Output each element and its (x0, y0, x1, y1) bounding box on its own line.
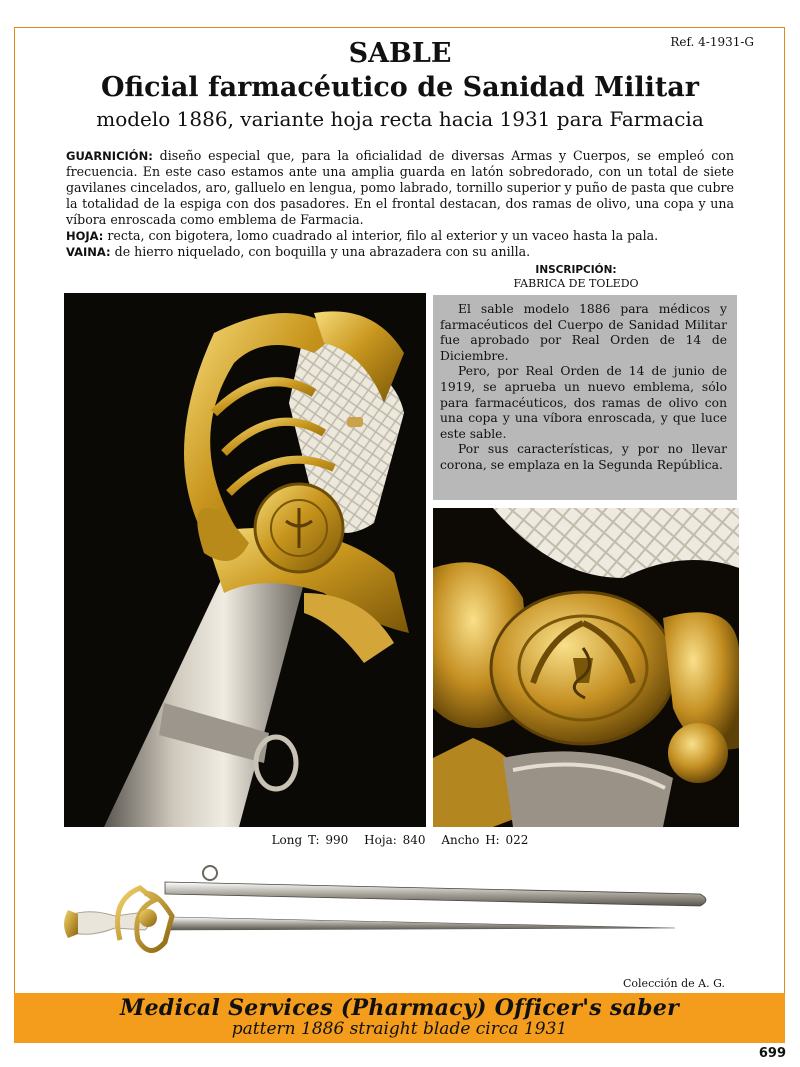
inscription-text: FABRICA DE TOLEDO (513, 277, 639, 290)
description-block (66, 148, 734, 260)
emblem-photo (433, 508, 739, 827)
dimensions-line (0, 833, 800, 847)
dimension-blade: Hoja: 840 (364, 833, 426, 847)
history-panel (433, 295, 737, 500)
vaina-label: VAINA: (66, 245, 111, 259)
inscription-title: INSCRIPCIÓN: (535, 264, 617, 276)
guarnicion-label: GUARNICIÓN: (66, 149, 153, 163)
history-paragraph-3: Por sus características, y por no llevar corona, se emplaza en la Segunda República. (440, 442, 727, 472)
hoja-paragraph (66, 228, 734, 244)
guarnicion-paragraph (66, 148, 734, 228)
guarnicion-text: diseño especial que, para la oficialidad de diversas Armas y Cuerpos, se empleó con frecuencia. En este caso estamos ante una amplia guarda en latón sobredorado, con un total de siete gavilanes cincelados, aro, galluelo en lengua, pomo labrado, tornillo superior y puño de pasta que cubre la totalidad de la espiga con dos pasadores. En el frontal destacan, dos ramas de olivo, una copa y una víbora enroscada como emblema de Farmacia. (66, 148, 734, 227)
dimension-width: Ancho H: 022 (441, 833, 529, 847)
history-paragraph-2: Pero, por Real Orden de 14 de junio de 1919, se aprueba un nuevo emblema, sólo para farmacéuticos, dos ramas de olivo con una copa y una víbora enroscada, y que luce este sable. (440, 364, 727, 441)
hoja-text: recta, con bigotera, lomo cuadrado al interior, filo al exterior y un vaceo hasta la pala. (103, 228, 659, 243)
hilt-photo (64, 293, 426, 827)
english-title: Medical Services (Pharmacy) Officer's saber (119, 995, 680, 1021)
english-title-banner (14, 993, 785, 1043)
model-line: modelo 1886, variante hoja recta hacia 1931 para Farmacia (96, 107, 704, 131)
english-subtitle: pattern 1886 straight blade circa 1931 (231, 1019, 568, 1039)
collection-credit: Colección de A. G. (623, 977, 725, 990)
vaina-text: de hierro niquelado, con boquilla y una abrazadera con su anilla. (110, 244, 531, 259)
dimension-total-length: Long T: 990 (271, 833, 349, 847)
reference-code: Ref. 4-1931-G (670, 35, 754, 49)
hoja-label: HOJA: (66, 229, 104, 243)
page-subtitle: Oficial farmacéutico de Sanidad Militar (100, 72, 700, 103)
page-number: 699 (758, 1046, 786, 1061)
full-saber-photo (60, 860, 720, 970)
page-title: SABLE (348, 38, 452, 69)
vaina-paragraph (66, 244, 734, 260)
history-paragraph-1: El sable modelo 1886 para médicos y farmacéuticos del Cuerpo de Sanidad Militar fue aprobado por Real Orden de 14 de Diciembre. (440, 302, 727, 363)
inscription (496, 263, 656, 291)
